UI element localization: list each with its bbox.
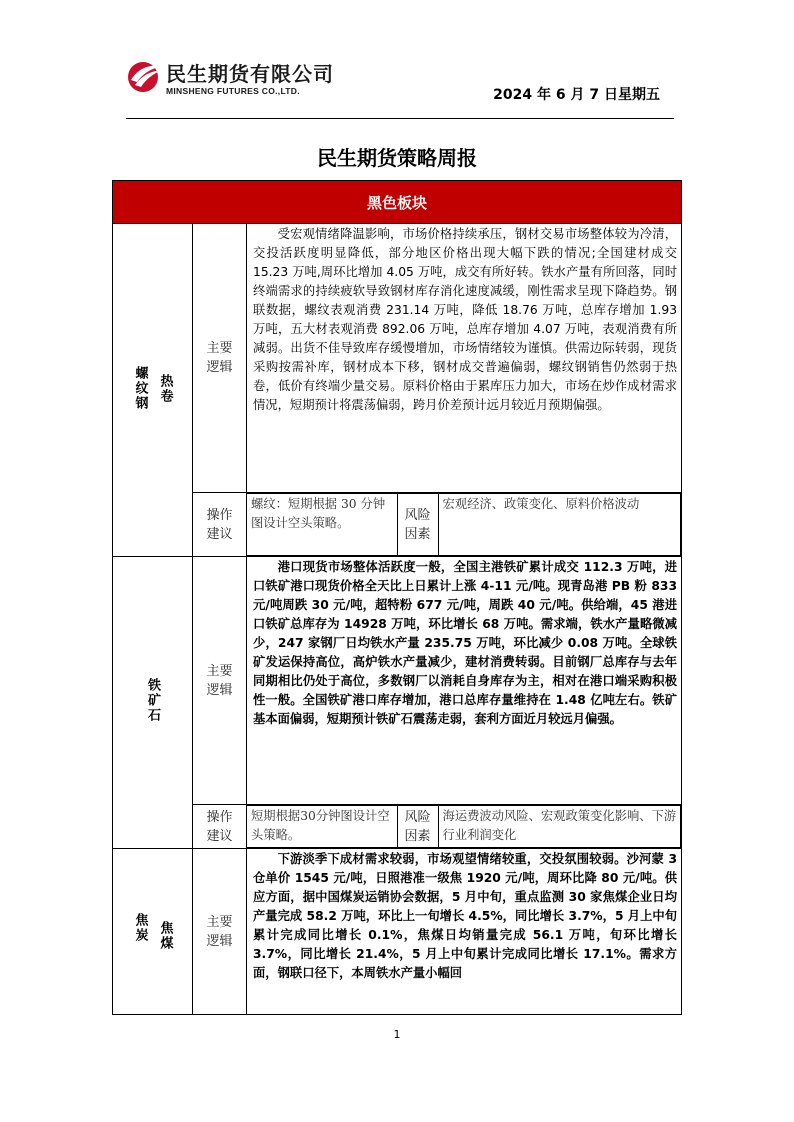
risk-label: 风险因素 (397, 494, 438, 556)
logic-label: 主要逻辑 (193, 849, 247, 1015)
iron-ore-operation: 短期根据30分钟图设计空头策略。 (247, 806, 397, 848)
commodity-name-iron-ore: 铁矿石 (113, 557, 193, 849)
commodity-name-a: 焦煤 (157, 920, 173, 951)
commodity-name-a: 热卷 (157, 373, 173, 404)
logic-label: 主要逻辑 (193, 224, 247, 493)
risk-label: 风险因素 (397, 806, 438, 848)
document-title: 民生期货策略周报 (317, 146, 477, 170)
section-header: 黑色板块 (113, 181, 682, 224)
commodity-name-b: 焦炭 (132, 912, 148, 943)
rebar-risk: 宏观经济、政策变化、原料价格波动 (438, 494, 681, 556)
company-logo (126, 56, 366, 104)
minsheng-logo-icon (126, 58, 164, 94)
commodity-name-b: 螺纹钢 (132, 365, 148, 411)
rebar-logic: 受宏观情绪降温影响，市场价格持续承压，钢材交易市场整体较为冷清，交投活跃度明显降低，部分地区价格出现大幅下跌的情况;全国建材成交 15.23 万吨,周环比增加 4.05 万吨，成交有所好转。铁水产量有所回落，同时终端需求的持续疲软导致钢材库存消化速度减缓，刚性需求呈现下降趋势。钢联数据，螺纹表观消费 231.14 万吨，降低 18.76 万吨，总库存增加 1.93 万吨，五大材表观消费 892.06 万吨，总库存增加 4.07 万吨，表观消费有所减弱。出货不佳导致库存缓慢增加，市场情绪较为谨慎。供需边际转弱，现货采购按需补库，钢材成本下移，钢材成交普遍偏弱，螺纹钢销售仍然弱于热卷，低价有终端少量交易。原料价格由于累库压力加大，市场在炒作成材需求情况，短期预计将震荡偏弱，跨月价差预计远月较近月预期偏强。 (247, 224, 682, 493)
operation-label: 操作建议 (193, 493, 247, 557)
coke-logic: 下游淡季下成材需求较弱，市场观望情绪较重，交投氛围较弱。沙河蒙 3 仓单价 1545 元/吨，日照港准一级焦 1920 元/吨，周环比降 80 元/吨。供应方面，据中国煤炭运销协会数据，5 月中旬，重点监测 30 家焦煤企业日均产量完成 58.2 万吨，环比上一旬增长 4.5%，同比增长 3.7%，5 月上中旬累计完成同比增长 0.1%，焦煤日均销量完成 56.1 万吨，旬环比增长 3.7%，同比增长 21.4%，5 月上中旬累计完成同比增长 17.1%。需求方面，钢联口径下，本周铁水产量小幅回 (247, 849, 682, 1015)
strategy-table (112, 180, 682, 1015)
page-number: 1 (393, 1028, 401, 1041)
logic-label: 主要逻辑 (193, 557, 247, 805)
report-date: 2024 年 6 月 7 日星期五 (493, 87, 660, 103)
rebar-operation: 螺纹：短期根据 30 分钟图设计空头策略。 (247, 494, 397, 556)
company-name-en: MINSHENG FUTURES CO.,LTD. (166, 86, 300, 96)
iron-ore-logic: 港口现货市场整体活跃度一般，全国主港铁矿累计成交 112.3 万吨，进口铁矿港口现货价格全天比上日累计上涨 4-11 元/吨。现青岛港 PB 粉 833 元/吨周跌 30 元/吨，超特粉 677 元/吨，周跌 40 元/吨。供给端，45 港进口铁矿总库存为 14928 万吨，环比增长 68 万吨。需求端，铁水产量略微减少，247 家钢厂日均铁水产量 235.75 万吨，环比减少 0.08 万吨。全球铁矿发运保持高位，高炉铁水产量减少，建材消费转弱。目前钢厂总库存与去年同期相比仍处于高位，多数钢厂以消耗自身库存为主，相对在港口端采购积极性一般。全国铁矿港口库存增加，港口总库存量维持在 1.48 亿吨左右。铁矿基本面偏弱，短期预计铁矿石震荡走弱，套利方面近月较远月偏强。 (247, 557, 682, 805)
page-header (126, 54, 674, 120)
operation-label: 操作建议 (193, 805, 247, 849)
iron-ore-risk: 海运费波动风险、宏观政策变化影响、下游行业利润变化 (438, 806, 681, 848)
company-name-cn: 民生期货有限公司 (166, 62, 334, 86)
header-divider (126, 118, 674, 119)
commodity-name-rebar (113, 224, 193, 557)
commodity-name-coke (113, 849, 193, 1015)
